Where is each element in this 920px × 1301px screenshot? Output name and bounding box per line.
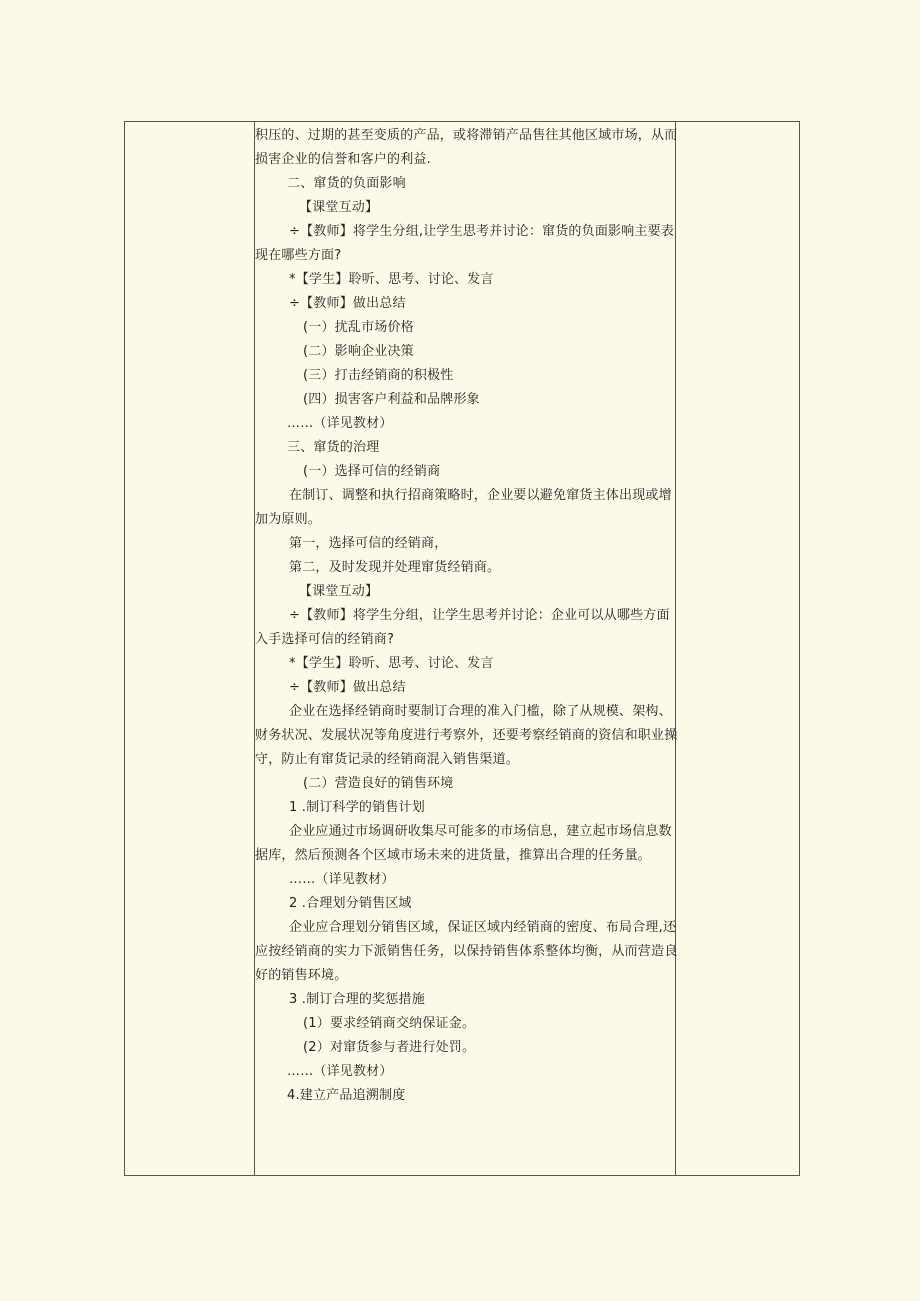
text-line: *【学生】聆听、思考、讨论、发言 — [289, 272, 494, 287]
text-line: 好的销售环境。 — [255, 968, 348, 983]
text-line: 企业应通过市场调研收集尽可能多的市场信息，建立起市场信息数 — [289, 824, 672, 839]
list-item: (二）影响企业决策 — [303, 344, 414, 359]
subsection-heading: (一）选择可信的经销商 — [303, 464, 441, 479]
text-line: 财务状况、发展状况等角度进行考察外，还要考察经销商的资信和职业操 — [255, 728, 678, 743]
text-line: ÷【教师】将学生分组，让学生思考并讨论：企业可以从哪些方面 — [289, 608, 670, 623]
text-line: 积压的、过期的甚至变质的产品，或将滞销产品售往其他区域市场，从而 — [255, 128, 678, 143]
lesson-content — [255, 124, 678, 1108]
text-line: 据库，然后预测各个区域市场未来的进货量，推算出合理的任务量。 — [255, 848, 652, 863]
text-line: *【学生】聆听、思考、讨论、发言 — [289, 656, 494, 671]
list-item: (1）要求经销商交纳保证金。 — [303, 1016, 476, 1031]
numbered-heading: 4.建立产品追溯制度 — [287, 1088, 406, 1103]
subsection-heading: (二）营造良好的销售环境 — [303, 776, 454, 791]
text-line: 守，防止有窜货记录的经销商混入销售渠道。 — [255, 752, 520, 767]
numbered-heading: 2 .合理划分销售区域 — [289, 896, 412, 911]
text-line: 入手选择可信的经销商? — [255, 632, 395, 647]
list-item: (一）扰乱市场价格 — [303, 320, 414, 335]
text-line: 加为原则。 — [255, 512, 322, 527]
text-line: ……（详见教材） — [289, 872, 395, 887]
text-line: 第二，及时发现并处理窜货经销商。 — [289, 560, 501, 575]
activity-label: 【课堂互动】 — [299, 584, 379, 599]
text-line: ÷【教师】做出总结 — [289, 296, 406, 311]
list-item: (四）损害客户利益和品牌形象 — [303, 392, 480, 407]
numbered-heading: 1 .制订科学的销售计划 — [289, 800, 425, 815]
text-line: ……（详见教材） — [287, 416, 393, 431]
numbered-heading: 3 .制订合理的奖惩措施 — [289, 992, 425, 1007]
activity-label: 【课堂互动】 — [299, 200, 379, 215]
text-line: 现在哪些方面? — [255, 248, 342, 263]
text-line: 企业应合理划分销售区域，保证区域内经销商的密度、布局合理,还 — [289, 920, 677, 935]
right-column-divider — [675, 122, 676, 1175]
section-heading: 二、窜货的负面影响 — [287, 176, 406, 191]
text-line: 损害企业的信誉和客户的利益. — [255, 152, 431, 167]
text-line: 企业在选择经销商时要制订合理的准入门槛，除了从规模、架构、 — [289, 704, 672, 719]
text-line: 第一，选择可信的经销商， — [289, 536, 448, 551]
text-line: ……（详见教材） — [287, 1064, 393, 1079]
text-line: ÷【教师】将学生分组,让学生思考并讨论：窜货的负面影响主要表 — [289, 224, 675, 239]
text-line: ÷【教师】做出总结 — [289, 680, 406, 695]
section-heading: 三、窜货的治理 — [287, 440, 380, 455]
list-item: (三）打击经销商的积极性 — [303, 368, 454, 383]
list-item: (2）对窜货参与者进行处罚。 — [303, 1040, 476, 1055]
text-line: 应按经销商的实力下派销售任务，以保持销售体系整体均衡，从而营造良 — [255, 944, 678, 959]
text-line: 在制订、调整和执行招商策略时，企业要以避免窜货主体出现或增 — [289, 488, 672, 503]
